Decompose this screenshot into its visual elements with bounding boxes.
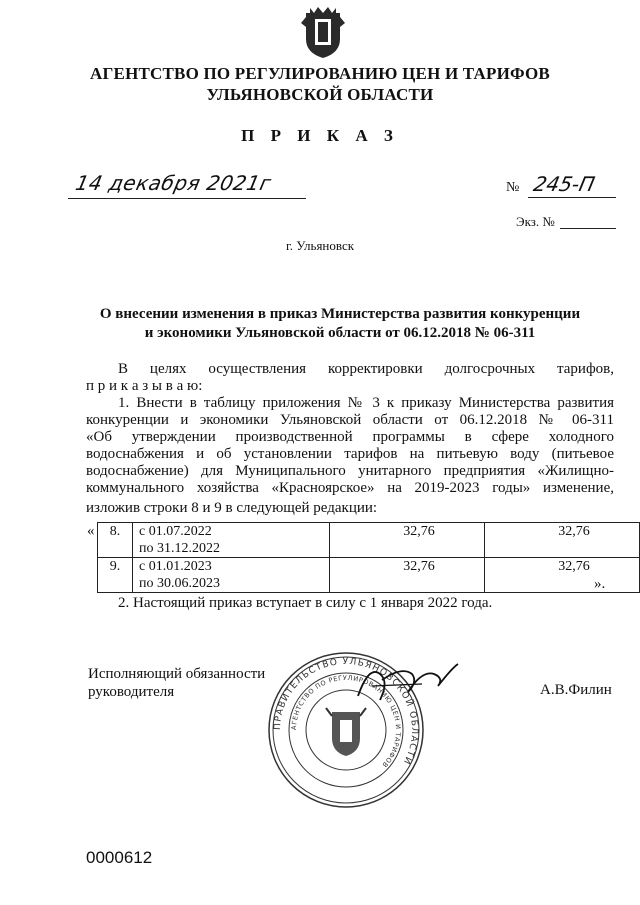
order-number-label: № bbox=[506, 180, 520, 195]
tariff-value: 32,76 bbox=[330, 558, 485, 593]
copy-number-underline bbox=[560, 215, 616, 229]
tariff-value: 32,76 bbox=[485, 523, 640, 558]
subject-line1: О внесении изменения в приказ Министерства развития конкуренции bbox=[99, 306, 581, 322]
table-row bbox=[98, 558, 640, 593]
tariff-table bbox=[97, 522, 640, 593]
period-from: с 01.07.2022 bbox=[139, 524, 212, 539]
item1-line: водоснабжение) для Муниципального унитарного предприятия «Жилищно- bbox=[86, 463, 614, 479]
seal-outer-text: ПРАВИТЕЛЬСТВО УЛЬЯНОВСКОЙ ОБЛАСТИ bbox=[272, 656, 420, 767]
item1-line: конкуренции и экономики Ульяновской области от 06.12.2018 № 06-311 bbox=[86, 412, 614, 428]
item1-line: водоснабжения и об установлении тарифов на питьевую воду (питьевое bbox=[86, 446, 614, 462]
item1-line: коммунального хозяйства «Красноярское» на 2019-2023 годы» изменение, bbox=[86, 480, 614, 496]
agency-name-line2: УЛЬЯНОВСКОЙ ОБЛАСТИ bbox=[206, 85, 434, 104]
item2-line: 2. Настоящий приказ вступает в силу с 1 января 2022 года. bbox=[118, 595, 493, 611]
agency-name-line1: АГЕНТСТВО ПО РЕГУЛИРОВАНИЮ ЦЕН И ТАРИФОВ bbox=[90, 64, 550, 83]
signer-role-line2: руководителя bbox=[88, 684, 175, 700]
item1-line: изложив строки 8 и 9 в следующей редакции: bbox=[86, 500, 378, 516]
signature-icon bbox=[352, 656, 462, 710]
intro-line1: В целях осуществления корректировки долгосрочных тарифов, bbox=[118, 361, 614, 377]
signer-name: А.В.Филин bbox=[540, 682, 612, 698]
tariff-value: 32,76 bbox=[330, 523, 485, 558]
row-period bbox=[133, 558, 330, 593]
handwritten-order-number: 245-П bbox=[531, 172, 597, 196]
city: г. Ульяновск bbox=[285, 238, 355, 253]
row-number: 8. bbox=[98, 523, 133, 558]
quote-close: ». bbox=[594, 576, 606, 592]
intro-line2: п р и к а з ы в а ю: bbox=[86, 378, 203, 394]
document-serial-number: 0000612 bbox=[86, 848, 153, 867]
quote-open: « bbox=[87, 523, 95, 539]
copy-number-label: Экз. № bbox=[516, 214, 555, 229]
period-to: по 31.12.2022 bbox=[139, 541, 220, 556]
item1-line: 1. Внести в таблицу приложения № 3 к приказу Министерства развития bbox=[118, 395, 614, 411]
handwritten-date: 14 декабря 2021г bbox=[73, 171, 274, 195]
item1-line: «Об утверждении производственной программы в сфере холодного bbox=[86, 429, 614, 445]
row-number: 9. bbox=[98, 558, 133, 593]
seal-inner-text: АГЕНТСТВО ПО РЕГУЛИРОВАНИЮ ЦЕН И ТАРИФОВ bbox=[289, 673, 403, 770]
subject-line2: и экономики Ульяновской области от 06.12.2018 № 06-311 bbox=[144, 325, 536, 341]
tariff-value: 32,76 bbox=[485, 558, 640, 593]
period-from: с 01.01.2023 bbox=[139, 559, 212, 574]
signer-role-line1: Исполняющий обязанности bbox=[88, 666, 266, 682]
table-row bbox=[98, 523, 640, 558]
order-title: П Р И К А З bbox=[241, 126, 399, 145]
period-to: по 30.06.2023 bbox=[139, 576, 220, 591]
coat-of-arms-icon bbox=[300, 5, 346, 60]
row-period bbox=[133, 523, 330, 558]
